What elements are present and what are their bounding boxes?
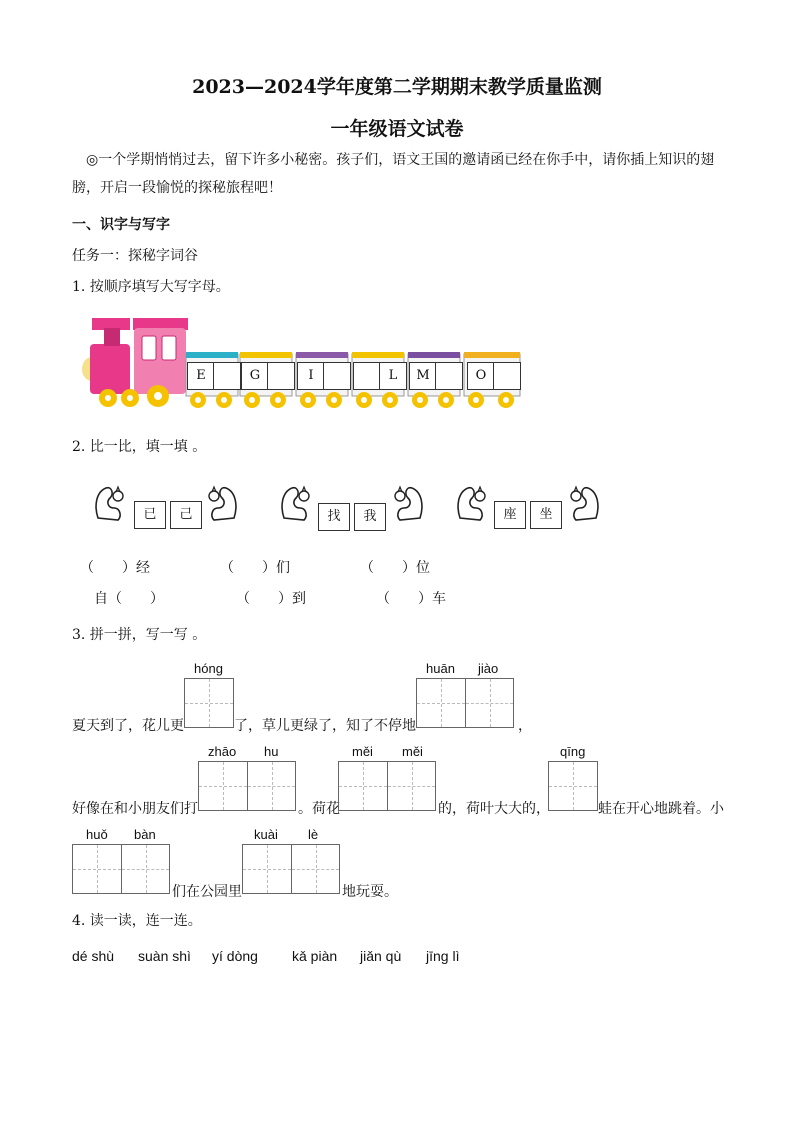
fill-blank[interactable]: （ ）位 bbox=[360, 560, 430, 576]
pinyin-word[interactable]: jīng lì bbox=[426, 948, 460, 964]
sentence-text: 。荷花 bbox=[298, 801, 340, 817]
letter-box[interactable] bbox=[323, 362, 351, 390]
q1-prompt: 1. 按顺序填写大写字母。 bbox=[72, 279, 230, 295]
writing-grid[interactable] bbox=[242, 844, 340, 894]
letter-box[interactable] bbox=[493, 362, 521, 390]
q4-prompt: 4. 读一读，连一连。 bbox=[72, 913, 202, 929]
sentence-text: 的，荷叶大大的， bbox=[438, 801, 550, 817]
letter-box[interactable]: G bbox=[241, 362, 269, 390]
section-heading: 一、识字与写字 bbox=[72, 217, 170, 233]
sentence-text: 夏天到了，花儿更 bbox=[72, 718, 184, 734]
task-heading: 任务一：探秘字词谷 bbox=[72, 248, 198, 264]
letter-box[interactable]: M bbox=[409, 362, 437, 390]
pinyin-label: hu bbox=[264, 744, 279, 759]
sentence-text: 好像在和小朋友们打 bbox=[72, 801, 198, 817]
compare-char: 找 bbox=[318, 503, 350, 531]
compare-char: 已 bbox=[134, 501, 166, 529]
pinyin-word[interactable]: yí dòng bbox=[212, 948, 258, 964]
letter-box[interactable]: I bbox=[297, 362, 325, 390]
pinyin-label: huān bbox=[426, 661, 455, 676]
pinyin-word[interactable]: suàn shì bbox=[138, 948, 191, 964]
pinyin-label: huǒ bbox=[86, 827, 108, 842]
letter-box[interactable] bbox=[435, 362, 463, 390]
letter-box[interactable]: E bbox=[187, 362, 215, 390]
q3-prompt: 3. 拼一拼，写一写 。 bbox=[72, 627, 207, 643]
letter-box[interactable] bbox=[267, 362, 295, 390]
pinyin-label: kuài bbox=[254, 827, 278, 842]
pinyin-label: hóng bbox=[194, 661, 223, 676]
writing-grid[interactable] bbox=[184, 678, 234, 728]
squirrel-icon bbox=[454, 482, 490, 522]
pinyin-word[interactable]: kǎ piàn bbox=[292, 948, 338, 964]
writing-grid[interactable] bbox=[72, 844, 170, 894]
compare-char: 我 bbox=[354, 503, 386, 531]
sentence-text: 们在公园里 bbox=[172, 884, 242, 900]
fill-blank[interactable]: 自（ ） bbox=[94, 591, 164, 607]
sentence-text: ， bbox=[518, 718, 532, 734]
letter-box[interactable] bbox=[353, 362, 381, 390]
letter-box[interactable] bbox=[213, 362, 241, 390]
pinyin-label: zhāo bbox=[208, 744, 237, 759]
sentence-text: 了，草儿更绿了，知了不停地 bbox=[234, 718, 416, 734]
squirrel-icon bbox=[204, 482, 240, 522]
fill-blank[interactable]: （ ）到 bbox=[236, 591, 306, 607]
fill-blank[interactable]: （ ）车 bbox=[376, 591, 446, 607]
squirrel-icon bbox=[566, 482, 602, 522]
q2-prompt: 2. 比一比，填一填 。 bbox=[72, 439, 207, 455]
compare-char: 坐 bbox=[530, 501, 562, 529]
exam-subtitle: 一年级语文试卷 bbox=[330, 118, 464, 140]
pinyin-label: lè bbox=[308, 827, 319, 842]
squirrel-icon bbox=[390, 482, 426, 522]
letter-box[interactable]: L bbox=[379, 362, 407, 390]
pinyin-label: bàn bbox=[134, 827, 156, 842]
writing-grid[interactable] bbox=[548, 761, 598, 811]
writing-grid[interactable] bbox=[338, 761, 436, 811]
squirrel-icon bbox=[92, 482, 128, 522]
compare-char: 己 bbox=[170, 501, 202, 529]
fill-blank[interactable]: （ ）经 bbox=[80, 560, 150, 576]
sentence-text: 地玩耍。 bbox=[342, 884, 398, 900]
letter-box[interactable]: O bbox=[467, 362, 495, 390]
fill-blank[interactable]: （ ）们 bbox=[220, 560, 290, 576]
pinyin-label: qīng bbox=[560, 744, 586, 759]
compare-char: 座 bbox=[494, 501, 526, 529]
sentence-text: 蛙在开心地跳着。小 bbox=[598, 801, 724, 817]
pinyin-word[interactable]: jiǎn qù bbox=[360, 948, 402, 964]
pinyin-word[interactable]: dé shù bbox=[72, 948, 115, 964]
pinyin-label: jiào bbox=[478, 661, 499, 676]
intro-text: ◎一个学期悄悄过去，留下许多小秘密。孩子们，语文王国的邀请函已经在你手中，请你插上知识的翅膀，开启一段愉悦的探秘旅程吧！ bbox=[72, 152, 715, 196]
squirrel-icon bbox=[278, 482, 314, 522]
exam-title: 2023—2024学年度第二学期期末教学质量监测 bbox=[192, 76, 602, 98]
pinyin-label: měi bbox=[402, 744, 423, 759]
writing-grid[interactable] bbox=[198, 761, 296, 811]
pinyin-label: měi bbox=[352, 744, 373, 759]
writing-grid[interactable] bbox=[416, 678, 514, 728]
